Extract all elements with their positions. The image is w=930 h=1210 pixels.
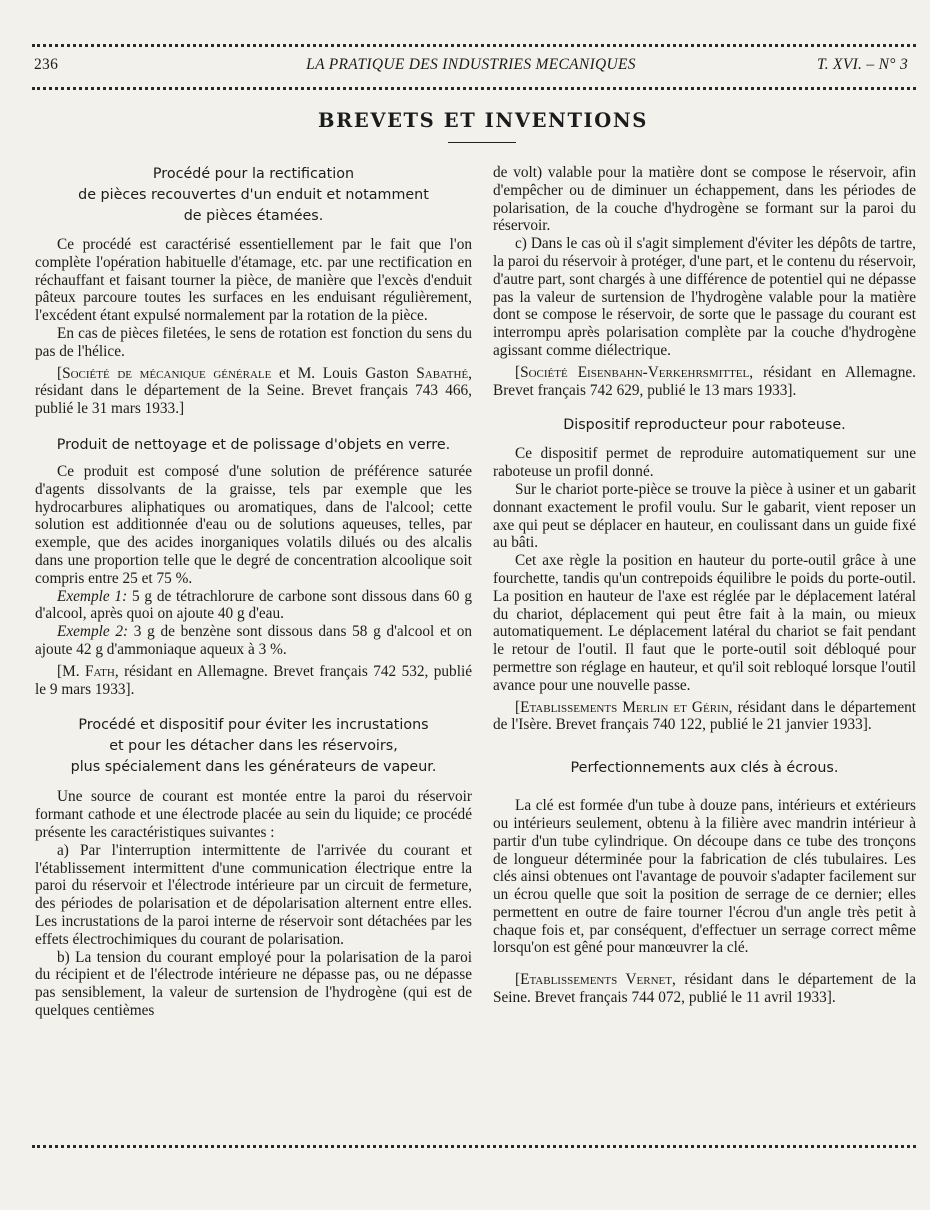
paragraph: Ce procédé est caractérisé essentiellement par le fait que l'on complète l'opération habituelle d'étamage, etc. par une rectification en réchauffant et faisant tourner la pièce, de manière que l'excès d'enduit pâteux parcoure toutes les surfaces en les enduisant régulièrement, l'excédent étant expulsé normalement par la rotation de la pièce. xyxy=(35,236,472,325)
paragraph: Une source de courant est montée entre la paroi du réservoir formant cathode et une électrode placée au sein du liquide; ce procédé présente les caractéristiques suivantes : xyxy=(35,788,472,841)
title-underline xyxy=(448,142,516,143)
page-number: 236 xyxy=(34,56,59,73)
paragraph: a) Par l'interruption intermittente de l'arrivée du courant et l'établissement intermittent d'une communication électrique entre la paroi du réservoir et l'électrode intérieure par un circuit de fermeture, des périodes de polarisation et de dépolarisation alternent entre elles. Les incrustations de la paroi interne de réservoir sont détachées par les effets électrochimiques du courant de polarisation. xyxy=(35,841,472,948)
bottom-dotted-rule xyxy=(32,1145,916,1152)
patent-reference: [Société de mécanique générale et M. Louis Gaston Sabathé, résidant dans le département de la Seine. Brevet français 743 466, publié le 31 mars 1933.] xyxy=(35,364,472,418)
paragraph: Cet axe règle la position en hauteur du porte-outil grâce à une fourchette, tandis qu'un contrepoids équilibre le poids du porte-outil. La position en hauteur de l'axe est réglée par le déplacement latéral du chariot, déplacement qui peut être fait à la main, ou mieux automatiquement. Le déplacement latéral du chariot se fait pendant le retour de l'outil. Il faut que le porte-outil soit débloqué pour permettre son réglage en hauteur, et qu'il soit rebloqué lorsque l'outil avance pour une nouvelle passe. xyxy=(493,552,916,694)
journal-title: LA PRATIQUE DES INDUSTRIES MECANIQUES xyxy=(306,56,636,73)
patent-reference: [Etablissements Vernet, résidant dans le département de la Seine. Brevet français 744 072, publié le 11 avril 1933]. xyxy=(493,971,916,1007)
volume-number: T. XVI. – N° 3 xyxy=(816,56,908,73)
header-dotted-rule xyxy=(32,87,916,94)
paragraph: En cas de pièces filetées, le sens de rotation est fonction du sens du pas de l'hélice. xyxy=(35,324,472,360)
patent-reference: [M. Fath, résidant en Allemagne. Brevet français 742 532, publié le 9 mars 1933]. xyxy=(35,662,472,698)
patent-reference: [Etablissements Merlin et Gérin, résidant dans le département de l'Isère. Brevet français 740 122, publié le 21 janvier 1933]. xyxy=(493,698,917,734)
patent-reference: [Société Eisenbahn-Verkehrsmittel, résidant en Allemagne. Brevet français 742 629, publié le 13 mars 1933]. xyxy=(493,363,916,399)
right-column xyxy=(493,164,916,1007)
paragraph: Sur le chariot porte-pièce se trouve la pièce à usiner et un gabarit donnant exactement le profil voulu. Sur le gabarit, vient reposer un axe qui peut se déplacer en hauteur, en coulissant dans un guide fixé au bâti. xyxy=(493,480,916,552)
paragraph: La clé est formée d'un tube à douze pans, intérieurs et extérieurs ou intérieurs seulement, obtenu à la filière avec mandrin intérieur à partir d'un tube cylindrique. On découpe dans ce tube des tronçons de longueur déterminée pour la fabrication de clés tubulaires. Les clés ainsi obtenues ont l'avantage de pouvoir s'adapter facilement sur un écrou quelle que soit la position de serrage de ce dernier; elles permettent en outre de faire tourner l'écrou d'un angle très petit à chaque fois et, par conséquent, d'effectuer un serrage correct même lorsqu'on est gêné pour manœuvrer la clé. xyxy=(493,797,916,957)
example: Exemple 1: 5 g de tétrachlorure de carbone sont dissous dans 60 g d'alcool, après quoi on ajoute 40 g d'eau. xyxy=(35,587,472,623)
article-title: Perfectionnements aux clés à écrous. xyxy=(570,760,839,777)
example: Exemple 2: 3 g de benzène sont dissous dans 58 g d'alcool et on ajoute 42 g d'ammoniaque aqueux à 3 %. xyxy=(35,623,472,658)
left-column xyxy=(35,164,472,1020)
section-title: BREVETS ET INVENTIONS xyxy=(318,109,648,132)
paragraph: c) Dans le cas où il s'agit simplement d'éviter les dépôts de tartre, la paroi du réservoir à protéger, d'une part, et le contenu du réservoir, d'autre part, sont chargés à une différence de potentiel qui ne dépasse pas la valeur de surtension de l'hydrogène valable pour la matière dont se compose le réservoir, de sorte que le passage du courant est interrompu après polarisation complète par la couche d'hydrogène agissant comme diélectrique. xyxy=(493,235,916,359)
top-dotted-rule xyxy=(32,44,916,51)
article-title: Produit de nettoyage et de polissage d'objets en verre. xyxy=(56,436,451,453)
article-title: Procédé pour la rectification de pièces recouvertes d'un enduit et notamment de pièces étamées. xyxy=(78,166,429,224)
paragraph: b) La tension du courant employé pour la polarisation de la paroi du récipient et de l'électrode intérieure ne dépasse pas, ou ne dépasse pas sensiblement, la valeur de surtension de l'hydrogène (qui est de quelques centièmes xyxy=(35,948,472,1019)
paragraph: Ce produit est composé d'une solution de préférence saturée d'agents dissolvants de la graisse, tels par exemple que les hydrocarbures aliphatiques ou aromatiques, dans de l'alcool; cette solution est additionnée d'eau ou de solutions aqueuses, telles, par exemple, que des acides inorganiques volatils dilués ou des alcalis dans une proportion telle que le degré de concentration alcoolique soit compris entre 25 et 75 %. xyxy=(35,462,472,587)
article-title: Dispositif reproducteur pour raboteuse. xyxy=(563,417,846,434)
paragraph-continued: de volt) valable pour la matière dont se compose le réservoir, afin d'empêcher ou de diminuer un échappement, dans les périodes de polarisation, de la couche d'hydrogène se formant sur la paroi du réservoir. xyxy=(493,164,916,235)
article-title: Procédé et dispositif pour éviter les incrustations et pour les détacher dans les réservoirs, plus spécialement dans les générateurs de vapeur. xyxy=(70,717,437,776)
running-header xyxy=(34,56,908,78)
paragraph: Ce dispositif permet de reproduire automatiquement sur une raboteuse un profil donné. xyxy=(493,445,916,481)
